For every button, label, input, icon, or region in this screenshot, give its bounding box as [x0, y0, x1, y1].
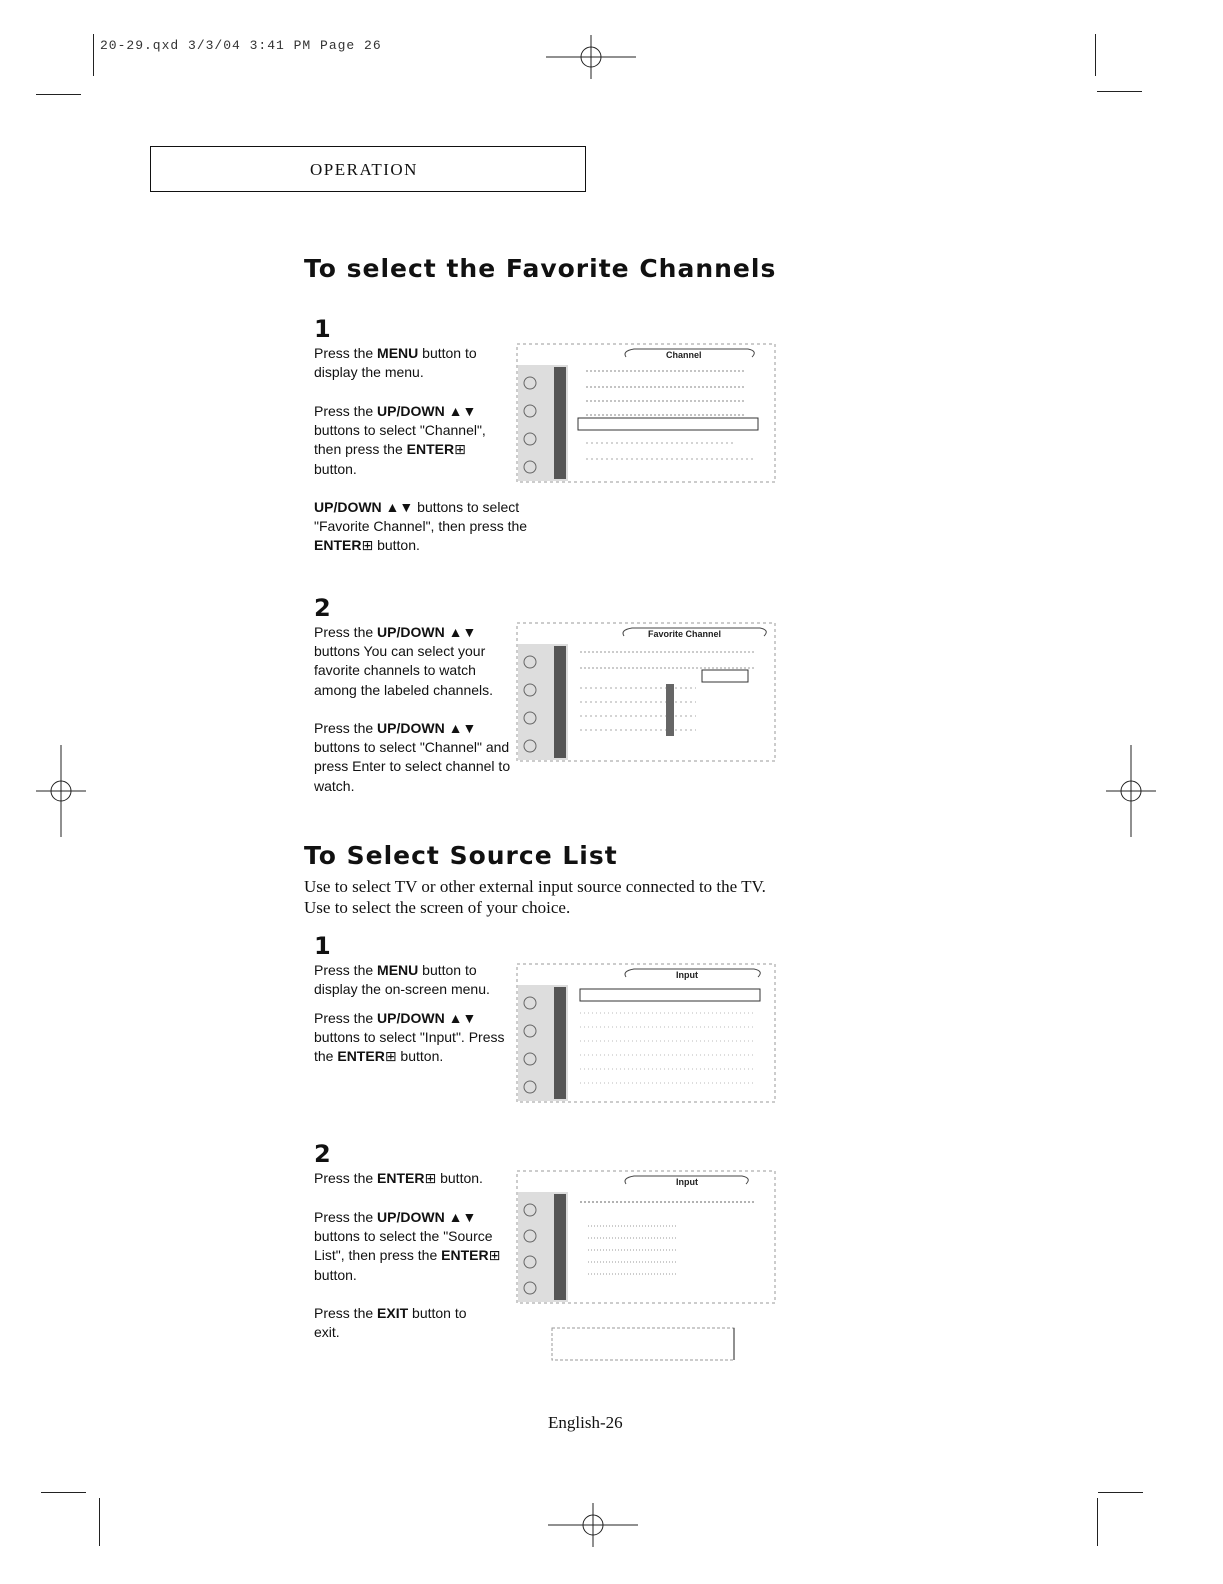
step-number: 1 [314, 315, 331, 343]
instruction-paragraph: Press the UP/DOWN ▲▼ buttons to select "Input". Press the ENTER⊞ button. [314, 1010, 505, 1065]
up-down-arrows-icon: ▲▼ [444, 403, 477, 419]
enter-key-icon: ⊞ [361, 537, 374, 554]
osd-title: Channel [666, 350, 702, 360]
instruction-paragraph: UP/DOWN ▲▼ buttons to select "Favorite Channel", then press the ENTER⊞ button. [314, 499, 528, 554]
registration-mark-icon [546, 32, 636, 82]
step-number: 2 [314, 1140, 331, 1168]
up-down-arrows-icon: ▲▼ [444, 1209, 477, 1225]
registration-mark-icon [548, 1500, 638, 1550]
registration-mark-icon [1106, 745, 1156, 837]
instruction-paragraph: Press the EXIT button to exit. [314, 1305, 467, 1341]
instruction-paragraph: Press the UP/DOWN ▲▼ buttons to select "Channel" and press Enter to select channel to watch. [314, 720, 511, 794]
up-down-arrows-icon: ▲▼ [444, 1010, 477, 1026]
section-title-source-list: To Select Source List [304, 841, 618, 870]
osd-title: Favorite Channel [648, 629, 722, 639]
enter-key-icon: ⊞ [424, 1170, 437, 1186]
up-down-arrows-icon: ▲▼ [381, 499, 414, 515]
crop-mark [36, 94, 81, 95]
instruction-paragraph: Press the MENU button to display the menu. [314, 345, 477, 381]
crop-mark [99, 1498, 100, 1546]
print-slug: 20-29.qxd 3/3/04 3:41 PM Page 26 [100, 38, 382, 53]
up-down-arrows-icon: ▲▼ [444, 624, 477, 640]
registration-mark-icon [36, 745, 86, 837]
instruction-paragraph: Press the UP/DOWN ▲▼ buttons You can select your favorite channels to watch among the labeled channels. [314, 624, 494, 698]
step-number: 1 [314, 932, 331, 960]
crop-mark [41, 1492, 86, 1493]
step-number: 2 [314, 594, 331, 622]
enter-key-icon: ⊞ [384, 1048, 397, 1065]
up-down-arrows-icon: ▲▼ [444, 720, 477, 736]
enter-key-icon: ⊞ [454, 441, 466, 458]
instruction-paragraph: Press the UP/DOWN ▲▼ buttons to select "Channel", then press the ENTER⊞ button. [314, 403, 486, 477]
section-title-favorite-channels: To select the Favorite Channels [304, 254, 777, 283]
intro-line: Use to select TV or other external input source connected to the TV. [304, 877, 766, 896]
crop-mark [1098, 1492, 1143, 1493]
instruction-paragraph: Press the ENTER⊞ button. [314, 1170, 483, 1186]
section-header: OPERATION [310, 160, 418, 179]
crop-mark [1097, 1498, 1098, 1546]
page-number: English-26 [548, 1413, 623, 1432]
crop-mark [93, 34, 94, 76]
enter-key-icon: ⊞ [488, 1247, 501, 1264]
instruction-paragraph: Press the UP/DOWN ▲▼ buttons to select the "Source List", then press the ENTER⊞ button. [314, 1209, 501, 1283]
osd-screenshot-channel-menu [516, 343, 776, 483]
instruction-paragraph: Press the MENU button to display the on-screen menu. [314, 962, 490, 998]
osd-title: Input [676, 970, 698, 980]
osd-title: Input [676, 1177, 698, 1187]
crop-mark [1095, 34, 1096, 76]
osd-screenshot-input-menu [516, 963, 776, 1103]
osd-screenshot-favorite-channel [516, 622, 776, 762]
osd-screenshot-source-list [516, 1170, 776, 1366]
crop-mark [1097, 91, 1142, 92]
intro-line: Use to select the screen of your choice. [304, 898, 571, 917]
